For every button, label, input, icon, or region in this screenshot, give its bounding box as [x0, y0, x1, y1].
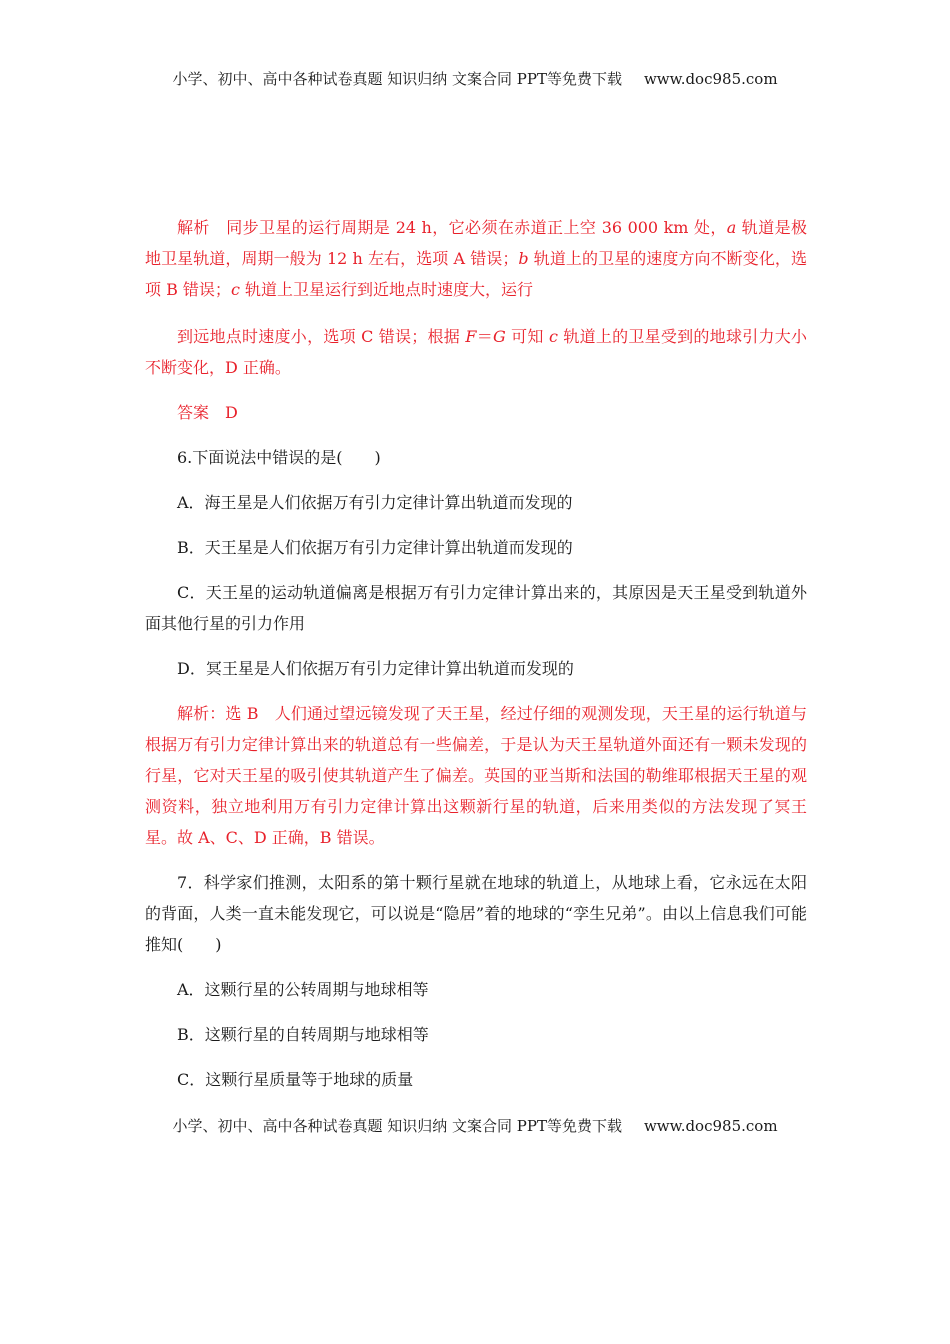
document-body [145, 212, 807, 1109]
question-7-option-c: C．这颗行星质量等于地球的质量 [177, 1070, 414, 1089]
analysis-5-part2: 到远地点时速度小，选项 C 错误；根据 F＝G 可知 c 轨道上的卫星受到的地球引力大小不断变化，D 正确。 [145, 327, 807, 377]
question-7-option-a: A．这颗行星的公转周期与地球相等 [177, 980, 429, 999]
question-7-option-b: B．这颗行星的自转周期与地球相等 [177, 1025, 429, 1044]
question-6-option-b: B．天王星是人们依据万有引力定律计算出轨道而发现的 [177, 538, 573, 557]
answer-5: 答案 D [177, 403, 238, 422]
question-6-stem: 6.下面说法中错误的是( ) [177, 448, 381, 467]
question-6-option-c: C．天王星的运动轨道偏离是根据万有引力定律计算出来的，其原因是天王星受到轨道外面其他行星的引力作用 [145, 583, 807, 633]
page-header [0, 68, 950, 89]
question-7-stem: 7．科学家们推测，太阳系的第十颗行星就在地球的轨道上，从地球上看，它永远在太阳的背面，人类一直未能发现它，可以说是“隐居”着的地球的“孪生兄弟”。由以上信息我们可能推知( ) [145, 873, 807, 954]
footer-url[interactable]: www.doc985.com [643, 1117, 778, 1135]
question-6-option-a: A．海王星是人们依据万有引力定律计算出轨道而发现的 [177, 493, 573, 512]
analysis-5-part1: 解析 同步卫星的运行周期是 24 h，它必须在赤道正上空 36 000 km 处，a 轨道是极地卫星轨道，周期一般为 12 h 左右，选项 A 错误；b 轨道上的卫星的速度方向不断变化，选项 B 错误；c 轨道上卫星运行到近地点时速度大，运行 [145, 218, 807, 299]
header-text: 小学、初中、高中各种试卷真题 知识归纳 文案合同 PPT等免费下载 [172, 70, 622, 88]
footer-text: 小学、初中、高中各种试卷真题 知识归纳 文案合同 PPT等免费下载 [172, 1117, 622, 1135]
analysis-6: 解析：选 B 人们通过望远镜发现了天王星，经过仔细的观测发现，天王星的运行轨道与根据万有引力定律计算出来的轨道总有一些偏差，于是认为天王星轨道外面还有一颗未发现的行星，它对天王星的吸引使其轨道产生了偏差。英国的亚当斯和法国的勒维耶根据天王星的观测资料，独立地利用万有引力定律计算出这颗新行星的轨道，后来用类似的方法发现了冥王星。故 A、C、D 正确，B 错误。 [145, 704, 807, 847]
page-footer [0, 1115, 950, 1136]
header-url[interactable]: www.doc985.com [643, 70, 778, 88]
question-6-option-d: D．冥王星是人们依据万有引力定律计算出轨道而发现的 [177, 659, 574, 678]
